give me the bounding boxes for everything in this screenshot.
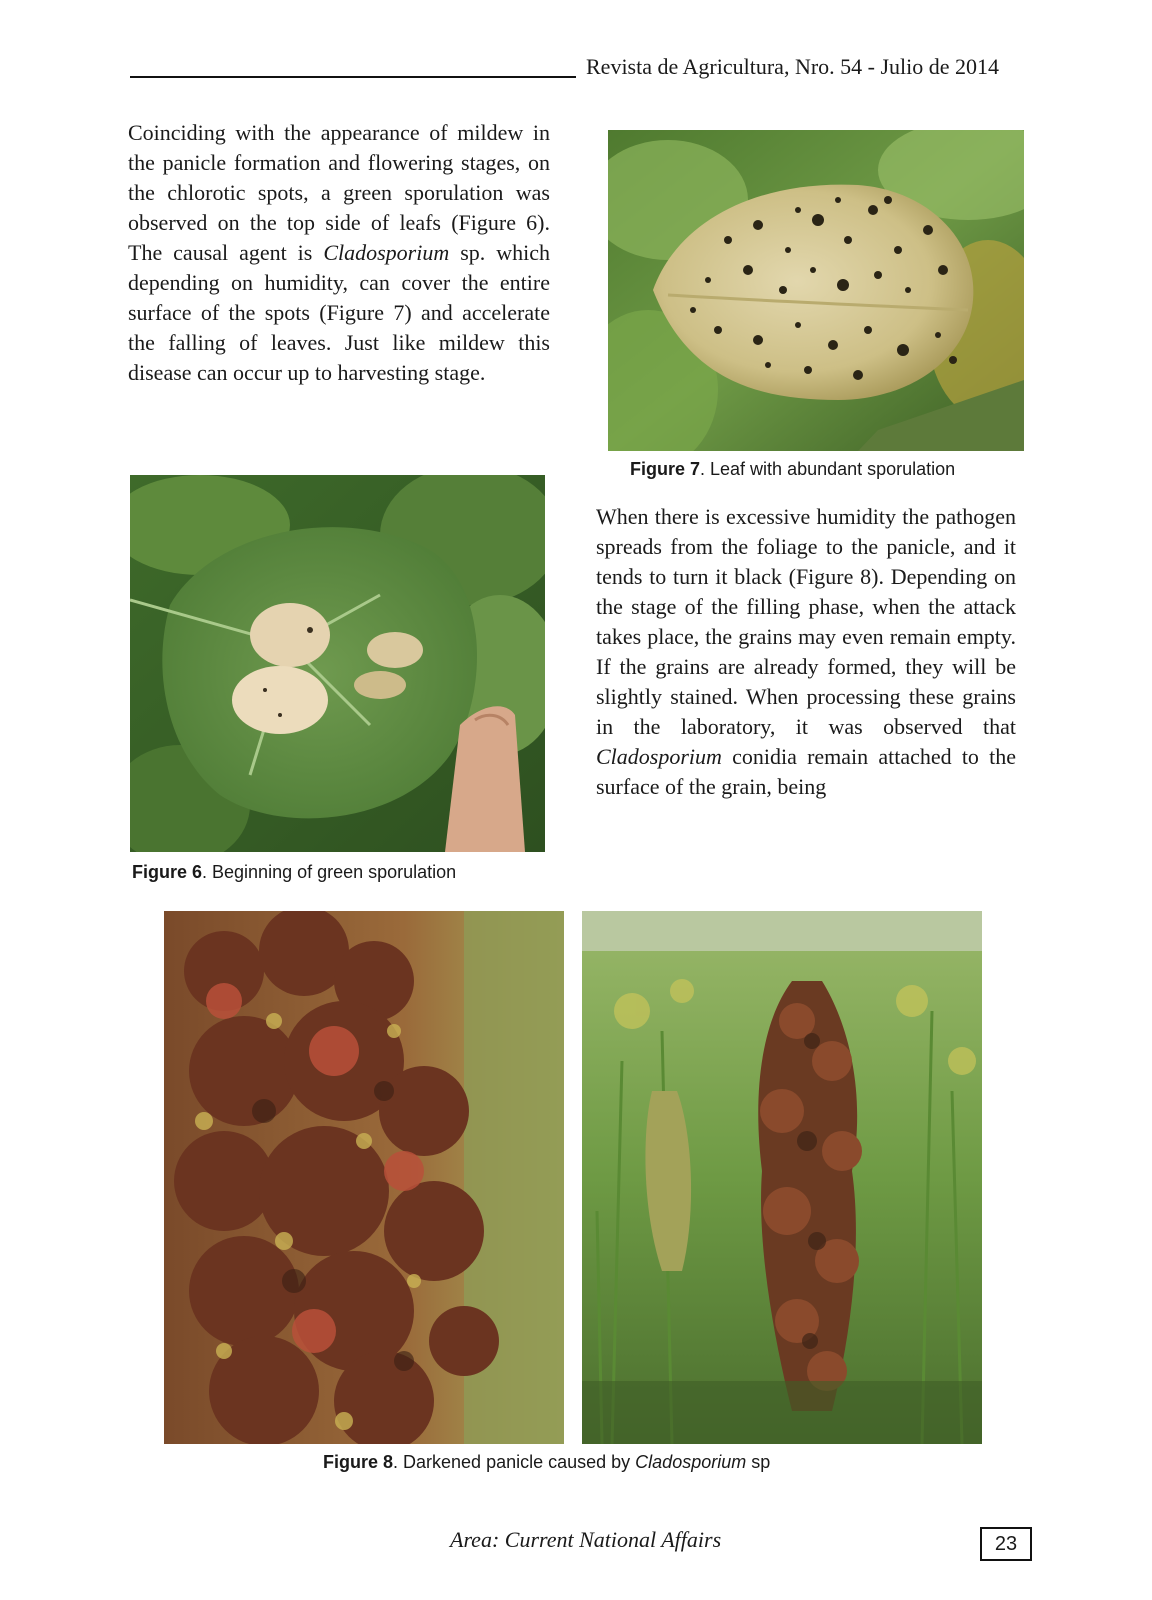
figure-7-caption	[630, 459, 955, 480]
paragraph-1-italic: Cladosporium	[323, 240, 450, 265]
paragraph-2	[596, 502, 1016, 802]
figure-8-caption	[323, 1452, 770, 1473]
figure-8-photo-right	[582, 911, 982, 1444]
figure-8-label: Figure 8	[323, 1452, 394, 1472]
figure-6-caption-text: . Beginning of green sporulation	[202, 862, 457, 882]
paragraph-2-italic: Cladosporium	[596, 744, 722, 769]
journal-header: Revista de Agricultura, Nro. 54 - Julio de 2014	[586, 54, 1000, 79]
header-rule	[130, 76, 576, 78]
figure-6-caption	[132, 862, 456, 883]
paragraph-2-text-a: When there is excessive humidity the pathogen spreads from the foliage to the panicle, and it tends to turn it black (Figure 8). Depending on the stage of the filling phase, when the attack takes place, the grains may even remain empty. If the grains are already formed, they will be slightly stained. When processing these grains in the laboratory, it was observed that	[596, 504, 1016, 739]
figure-7-label: Figure 7	[630, 459, 701, 479]
figure-6-photo	[130, 475, 545, 852]
figure-8-caption-italic: Cladosporium	[635, 1452, 747, 1472]
figure-8-photo-left	[164, 911, 564, 1444]
figure-7-photo	[608, 130, 1024, 451]
figure-8-caption-text-b: sp	[746, 1452, 771, 1472]
paragraph-1-text-a: Coinciding with the appearance of mildew in the panicle formation and flowering stages, on the chlorotic spots, a green sporulation was observed on the top side of leafs (Figure 6). The causal agent is	[128, 120, 550, 265]
figure-8-caption-text-a: . Darkened panicle caused by	[393, 1452, 636, 1472]
paragraph-1	[128, 118, 550, 388]
figure-7-caption-text: . Leaf with abundant sporulation	[700, 459, 956, 479]
paragraph-1-text-b: sp. which depending on humidity, can cover the entire surface of the spots (Figure 7) and accelerate the falling of leaves. Just like mildew this disease can occur up to harvesting stage.	[128, 240, 550, 385]
page-number: 23	[980, 1527, 1032, 1561]
figure-6-label: Figure 6	[132, 862, 203, 882]
footer-area: Area: Current National Affairs	[450, 1527, 722, 1552]
paragraph-2-text-b: conidia remain attached to the surface of the grain, being	[596, 744, 1016, 799]
